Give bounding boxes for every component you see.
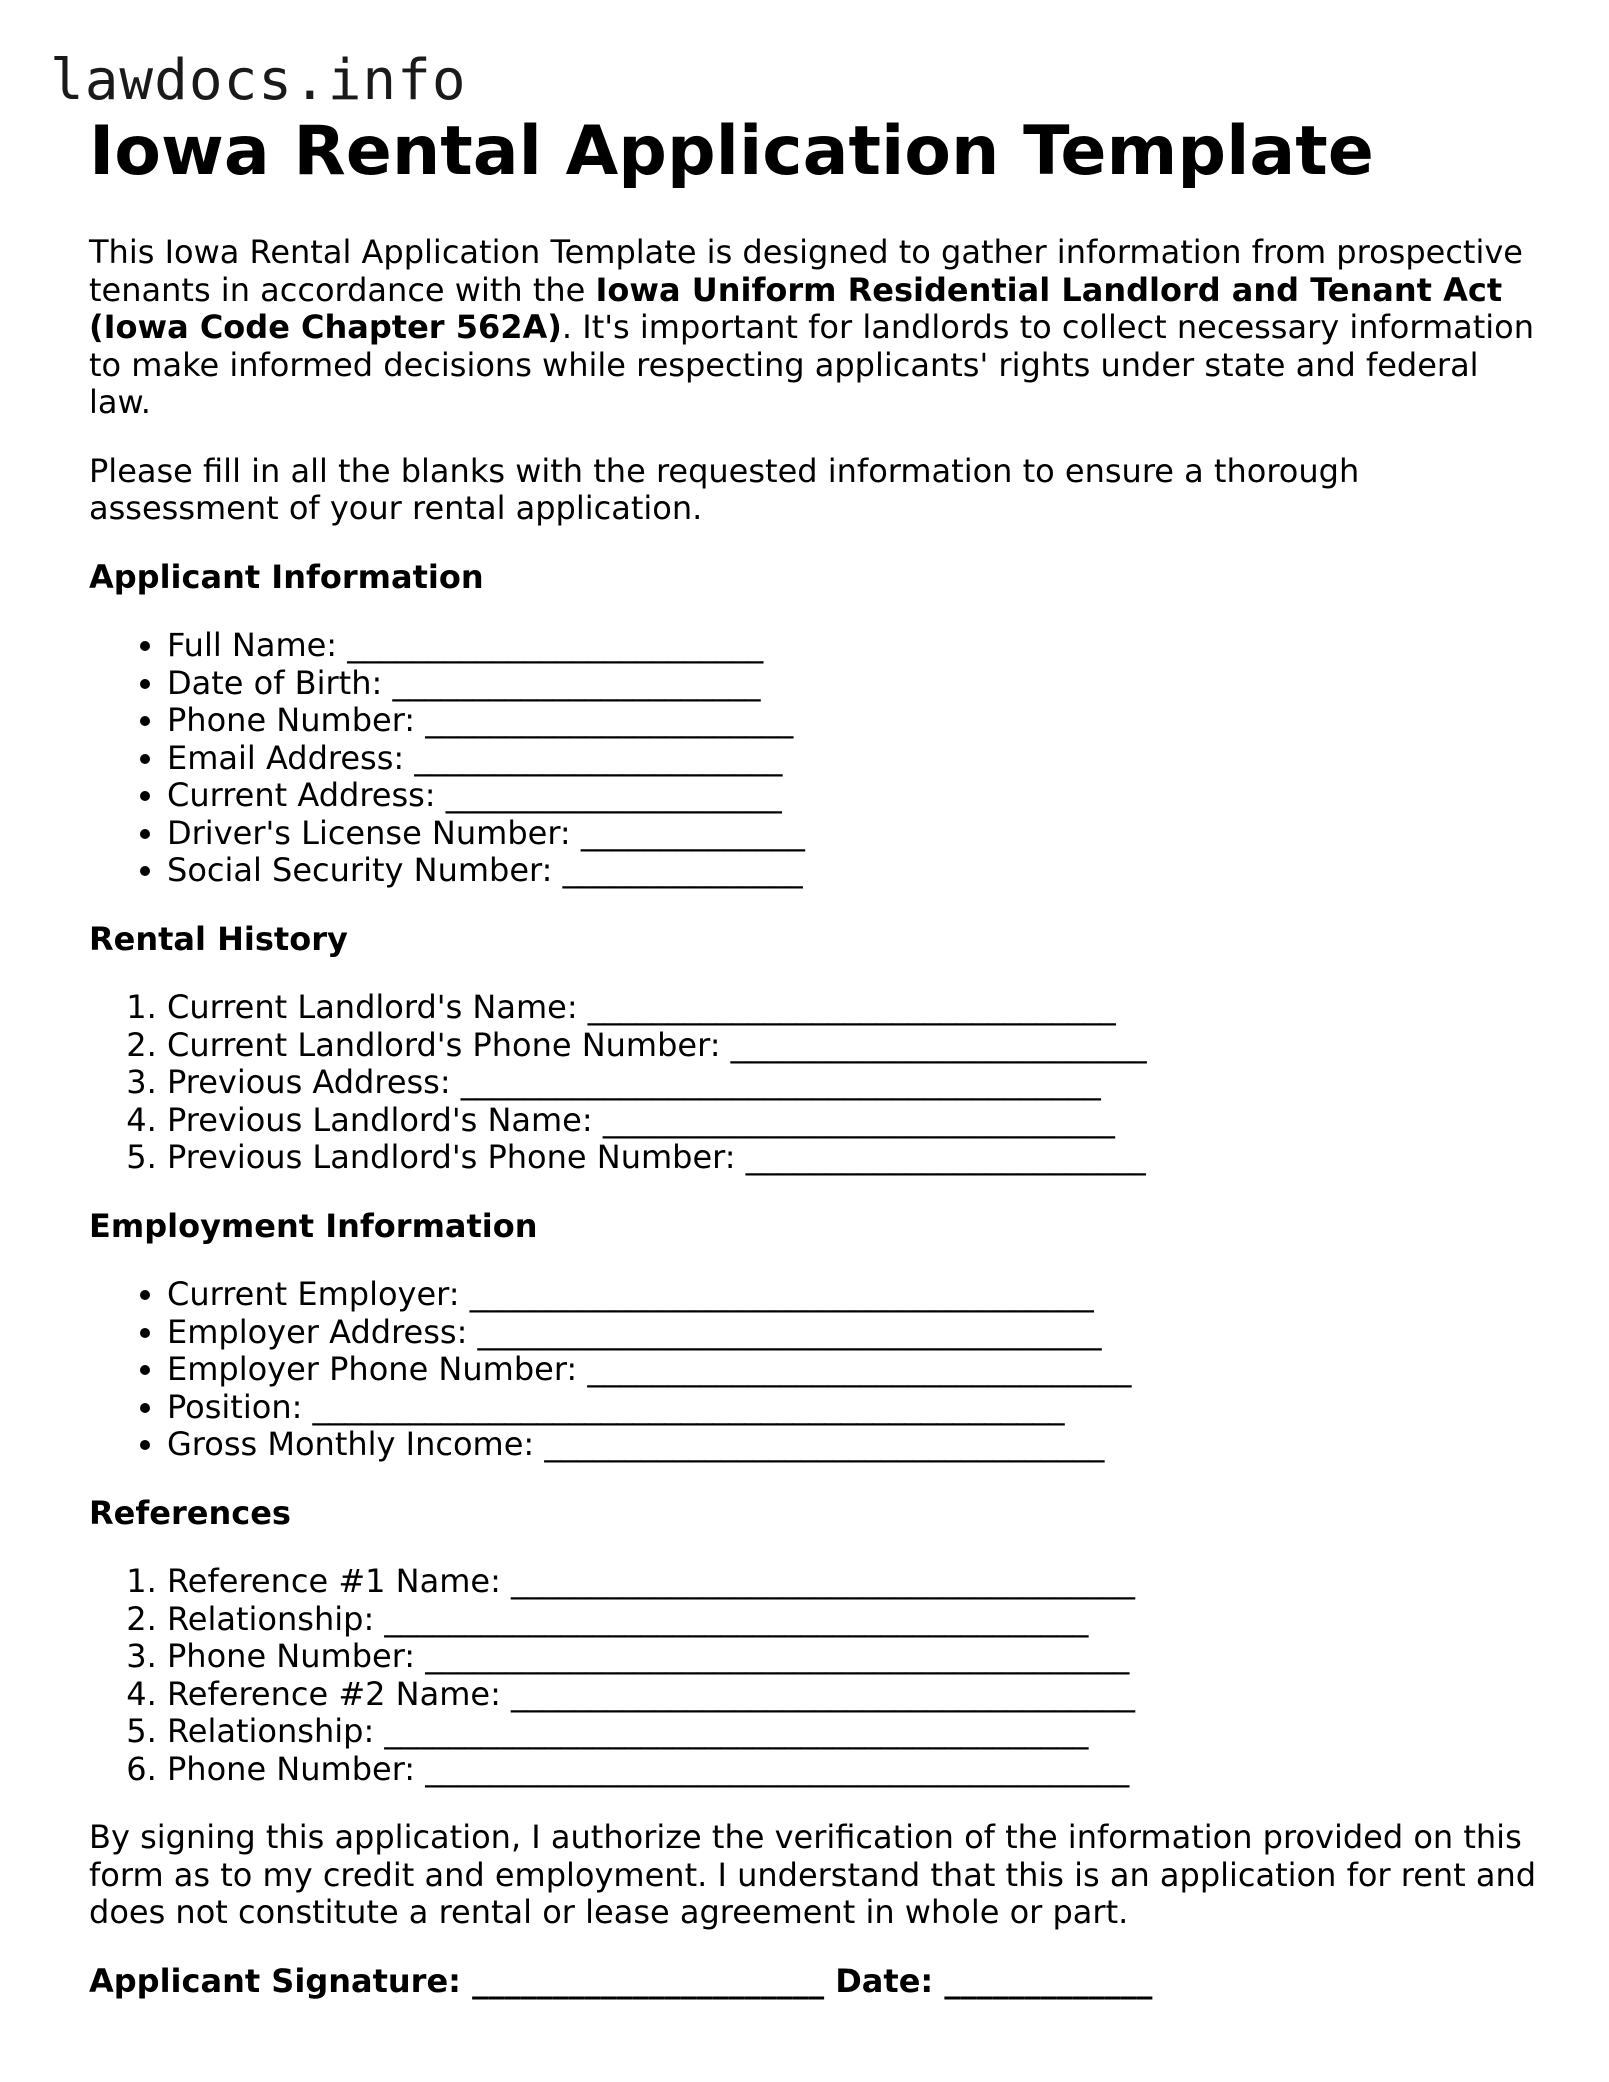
field-blank[interactable]: ________________________________________: [460, 1063, 1101, 1101]
applicant-fields-list: [89, 627, 1549, 890]
field-label: Current Employer:: [167, 1275, 460, 1313]
list-item: [167, 1601, 1549, 1639]
page-title: Iowa Rental Application Template: [89, 112, 1374, 191]
rental-fields-list: [89, 989, 1549, 1177]
field-blank[interactable]: ____________________________________________: [384, 1599, 1089, 1638]
intro-text-end: . It's important for landlords to collect necessary information to make informed decisions while respecting applicants' rights under state and federal law.: [89, 308, 1535, 421]
list-item: [167, 702, 1549, 740]
field-label: Social Security Number:: [167, 851, 553, 889]
field-label: Current Landlord's Name:: [167, 988, 578, 1026]
field-label: Position:: [167, 1387, 303, 1426]
field-label: Driver's License Number:: [167, 813, 571, 852]
field-blank[interactable]: _____________________: [445, 776, 782, 814]
field-blank[interactable]: _______________________: [392, 663, 761, 702]
list-item: [167, 1102, 1549, 1140]
field-blank[interactable]: ________________________________: [602, 1100, 1115, 1139]
list-item: [167, 815, 1549, 853]
signature-line: [89, 1963, 1549, 2001]
list-item: [167, 1713, 1549, 1751]
field-label: Current Landlord's Phone Number:: [167, 1025, 721, 1064]
field-label: Previous Address:: [167, 1063, 451, 1101]
field-label: Current Address:: [167, 776, 436, 814]
field-label: Previous Landlord's Name:: [167, 1100, 593, 1139]
field-blank[interactable]: ___________________________________: [544, 1425, 1105, 1463]
list-item: [167, 989, 1549, 1027]
field-blank[interactable]: _______________________________________: [511, 1674, 1136, 1713]
field-blank[interactable]: _______________________________________: [477, 1312, 1102, 1351]
field-blank[interactable]: _______________________________________: [469, 1275, 1094, 1313]
list-item: [167, 1389, 1549, 1427]
field-label: Phone Number:: [167, 1637, 416, 1675]
field-label: Reference #1 Name:: [167, 1562, 501, 1600]
field-label: Gross Monthly Income:: [167, 1425, 535, 1463]
field-label: Email Address:: [167, 738, 405, 777]
list-item: [167, 1351, 1549, 1389]
field-label: Date of Birth:: [167, 663, 383, 702]
field-blank[interactable]: __________________________________: [587, 1350, 1132, 1388]
field-blank[interactable]: ____________________________________________: [425, 1637, 1130, 1675]
signature-blank[interactable]: ______________________: [472, 1961, 825, 2000]
field-blank[interactable]: __________________________: [347, 626, 764, 664]
site-watermark: lawdocs.info: [50, 48, 467, 113]
field-label: Reference #2 Name:: [167, 1674, 501, 1713]
signature-label: Applicant Signature:: [89, 1961, 461, 2000]
field-blank[interactable]: _______________________________________________: [312, 1387, 1065, 1426]
rental-section-heading: Rental History: [89, 919, 348, 958]
list-item: [167, 1426, 1549, 1464]
field-blank[interactable]: _______________________: [414, 738, 783, 777]
authorization-paragraph: By signing this application, I authorize the verification of the information provided on this form as to my credit and employment. I understand that this is an application for rent and does not constitute a rental or lease agreement in whole or part.: [89, 1818, 1537, 1931]
field-label: Phone Number:: [167, 1749, 416, 1788]
date-label: Date:: [835, 1961, 934, 2000]
instructions-paragraph: Please fill in all the blanks with the requested information to ensure a thorough assessment of your rental application.: [89, 451, 1360, 527]
list-item: [167, 1139, 1549, 1177]
list-item: [167, 740, 1549, 778]
list-item: [167, 665, 1549, 703]
field-blank[interactable]: _______________________________________: [511, 1562, 1136, 1600]
list-item: [167, 627, 1549, 665]
references-fields-list: [89, 1563, 1549, 1788]
field-label: Previous Landlord's Phone Number:: [167, 1138, 736, 1176]
field-blank[interactable]: _______________: [562, 851, 803, 889]
intro-act-reference: Iowa Uniform Residential Landlord and Tenant Act (Iowa Code Chapter 562A): [89, 270, 1503, 346]
list-item: [167, 1064, 1549, 1102]
references-section-heading: References: [89, 1493, 291, 1532]
list-item: [167, 1314, 1549, 1352]
list-item: [167, 852, 1549, 890]
date-blank[interactable]: _____________: [944, 1961, 1153, 2000]
field-blank[interactable]: ______________: [580, 813, 805, 852]
intro-paragraph: [89, 234, 1549, 422]
list-item: [167, 1563, 1549, 1601]
list-item: [167, 1638, 1549, 1676]
list-item: [167, 1676, 1549, 1714]
field-blank[interactable]: ____________________________________________: [425, 1749, 1130, 1788]
list-item: [167, 1027, 1549, 1065]
document-body: [89, 108, 1549, 2000]
field-label: Relationship:: [167, 1599, 375, 1638]
field-label: Relationship:: [167, 1712, 375, 1750]
field-label: Phone Number:: [167, 701, 416, 739]
field-label: Employer Address:: [167, 1312, 468, 1351]
list-item: [167, 777, 1549, 815]
field-blank[interactable]: ____________________________________________: [384, 1712, 1089, 1750]
applicant-section-heading: Applicant Information: [89, 557, 484, 596]
employment-fields-list: [89, 1276, 1549, 1464]
employment-section-heading: Employment Information: [89, 1206, 538, 1245]
field-blank[interactable]: _________________________: [745, 1138, 1146, 1176]
field-blank[interactable]: __________________________: [730, 1025, 1147, 1064]
intro-text-start: This Iowa Rental Application Template is designed to gather information from prospective tenants in accordance with the: [89, 233, 1523, 309]
field-label: Employer Phone Number:: [167, 1350, 578, 1388]
field-blank[interactable]: _______________________: [425, 701, 794, 739]
field-label: Full Name:: [167, 626, 338, 664]
list-item: [167, 1751, 1549, 1789]
list-item: [167, 1276, 1549, 1314]
field-blank[interactable]: _________________________________: [587, 988, 1116, 1026]
